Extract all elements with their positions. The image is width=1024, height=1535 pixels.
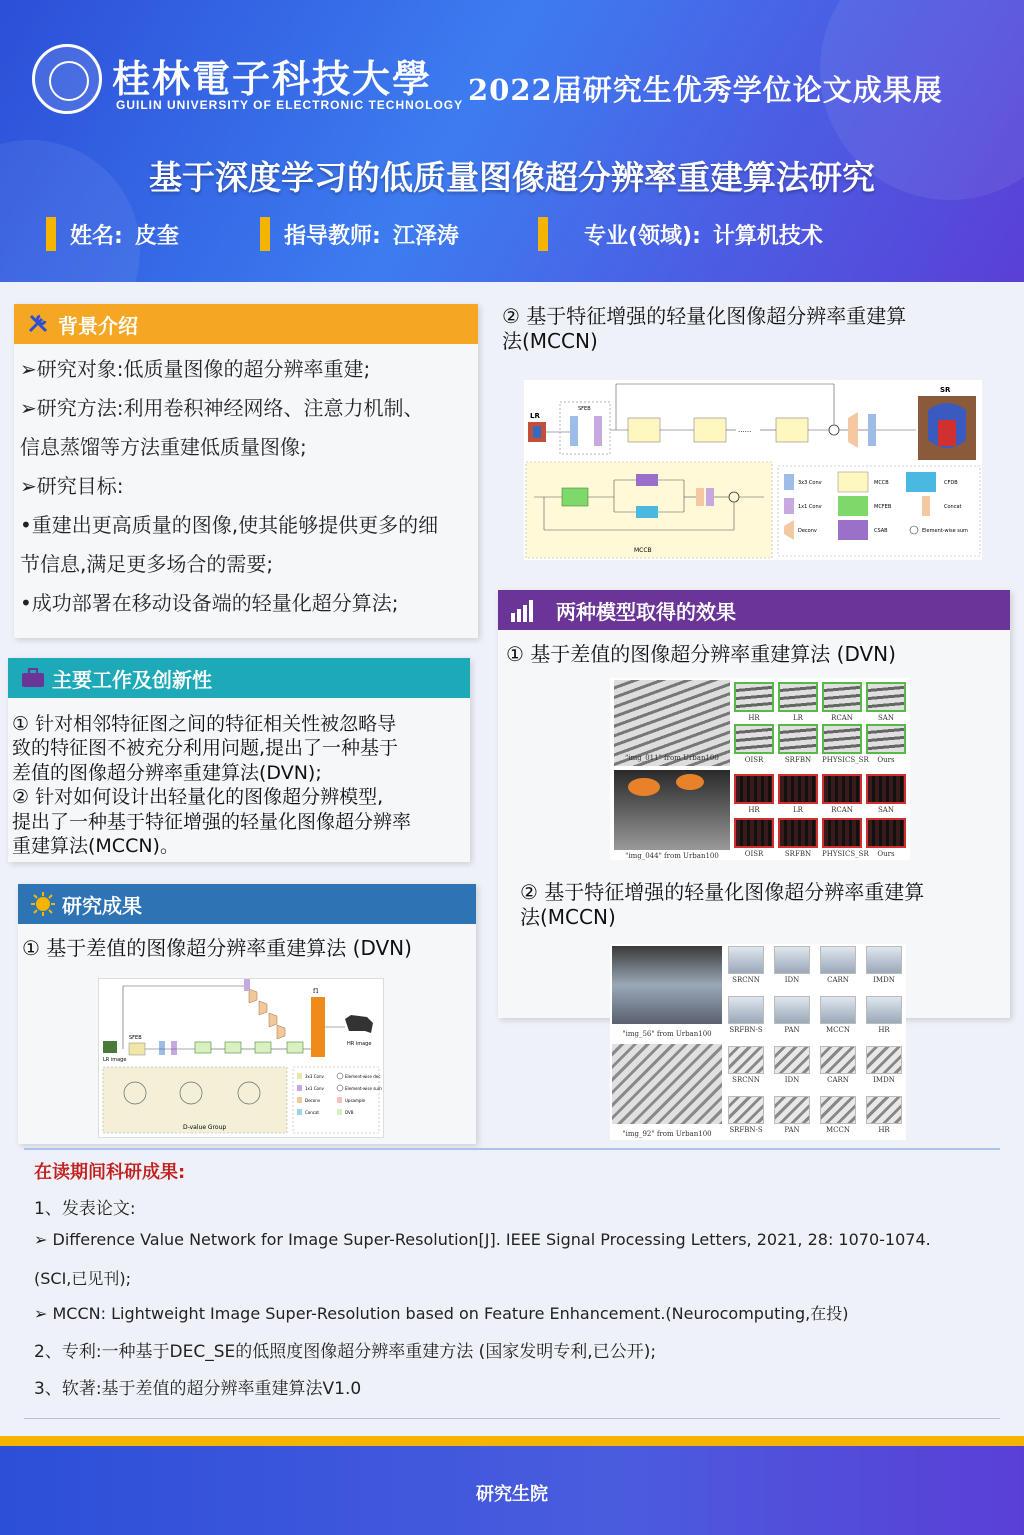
mccn-title-line2: 法(MCCN) bbox=[502, 329, 598, 353]
major-label: 专业(领域): bbox=[584, 223, 701, 249]
innovation-line: 提出了一种基于特征增强的轻量化图像超分辨率 bbox=[12, 811, 412, 833]
comparison-thumbnail bbox=[728, 1046, 764, 1074]
mccn-legend-cfdb: CFDB bbox=[944, 480, 958, 486]
thumbnail-label: IDN bbox=[784, 976, 800, 984]
comparison-thumbnail bbox=[866, 996, 902, 1024]
legend-dvb: DVB bbox=[345, 1110, 354, 1115]
thumbnail-label: SRFBN bbox=[784, 756, 812, 764]
thumbnail-label: Ours bbox=[877, 850, 895, 858]
outputs-line: ➢ MCCN: Lightweight Image Super-Resolution based on Feature Enhancement.(Neurocomputing,在投) bbox=[34, 1304, 849, 1323]
innovation-line: ① 针对相邻特征图之间的特征相关性被忽略导 bbox=[12, 713, 397, 735]
thumbnail-label: PHYSICS_SR bbox=[822, 850, 869, 858]
comparison-thumbnail bbox=[866, 682, 906, 712]
outputs-title: 在读期间科研成果: bbox=[34, 1162, 186, 1183]
innovation-line: 重建算法(MCCN)。 bbox=[12, 835, 179, 857]
thumbnail-label: SRFBN bbox=[784, 850, 812, 858]
comparison-thumbnail bbox=[820, 1046, 856, 1074]
dvn-title: ① 基于差值的图像超分辨率重建算法 (DVN) bbox=[22, 936, 412, 960]
comparison-thumbnail bbox=[866, 1046, 902, 1074]
results-heading-text: 研究成果 bbox=[62, 893, 142, 918]
outputs-line: 2、专利:一种基于DEC_SE的低照度图像超分辨率重建方法 (国家发明专利,已公开); bbox=[34, 1342, 657, 1362]
comparison-thumbnail bbox=[728, 1096, 764, 1124]
group-label: D-value Group bbox=[183, 1124, 227, 1131]
mccn-sample-image bbox=[612, 946, 722, 1024]
results-panel bbox=[18, 884, 476, 1144]
tools-icon bbox=[26, 311, 52, 337]
comparison-thumbnail bbox=[778, 724, 818, 754]
effects-mccn-title-line2: 法(MCCN) bbox=[520, 905, 616, 929]
outputs-line: 3、软著:基于差值的超分辨率重建算法V1.0 bbox=[34, 1379, 362, 1399]
comparison-thumbnail bbox=[820, 1096, 856, 1124]
effects-dvn-title: ① 基于差值的图像超分辨率重建算法 (DVN) bbox=[506, 642, 896, 666]
thumbnail-label: Ours bbox=[877, 756, 895, 764]
thumbnail-label: LR bbox=[793, 806, 803, 814]
comparison-thumbnail bbox=[774, 946, 810, 974]
name-value: 皮奎 bbox=[134, 223, 179, 249]
university-name-en: GUILIN UNIVERSITY OF ELECTRONIC TECHNOLOGY bbox=[116, 98, 464, 112]
mccb-label: MCCB bbox=[634, 547, 652, 554]
comparison-thumbnail bbox=[822, 774, 862, 804]
thumbnail-label: PHYSICS_SR bbox=[822, 756, 869, 764]
thumbnail-label: HR bbox=[878, 1126, 890, 1134]
comparison-thumbnail bbox=[774, 1046, 810, 1074]
sun-icon bbox=[30, 891, 56, 917]
dvn-sample-image bbox=[614, 770, 730, 850]
mccn-legend-deconv: Deconv bbox=[798, 528, 817, 534]
outputs-line: 1、发表论文: bbox=[34, 1199, 136, 1219]
mccn-legend-1x1: 1x1 Conv bbox=[798, 504, 822, 510]
thumbnail-label: SAN bbox=[878, 714, 894, 722]
thumbnail-label: CARN bbox=[827, 976, 849, 984]
info-bar bbox=[260, 217, 270, 251]
thumbnail-label: MCCN bbox=[825, 1126, 850, 1134]
mccn-sample-image bbox=[612, 1044, 722, 1124]
legend-3x3: 3x3 Conv bbox=[305, 1074, 324, 1079]
effects-mccn-title-line1: ② 基于特征增强的轻量化图像超分辨率重建算 bbox=[520, 880, 925, 904]
comparison-thumbnail bbox=[822, 682, 862, 712]
mccn-lr-label: LR bbox=[530, 412, 540, 420]
comparison-thumbnail bbox=[820, 996, 856, 1024]
advisor-value: 江泽涛 bbox=[392, 223, 459, 249]
innovation-heading bbox=[8, 658, 470, 698]
background-line: ➢研究目标: bbox=[20, 474, 124, 498]
mccn-legend-sum: Element-wise sum bbox=[922, 528, 968, 534]
comparison-thumbnail bbox=[778, 682, 818, 712]
mccn-caption: "img_92" from Urban100 bbox=[622, 1130, 712, 1138]
footer-text: 研究生院 bbox=[476, 1484, 548, 1505]
legend-upsample: Upsample bbox=[345, 1098, 366, 1103]
background-line: •重建出更高质量的图像,使其能够提供更多的细 bbox=[20, 513, 439, 537]
results-heading bbox=[18, 884, 476, 924]
poster-title: 基于深度学习的低质量图像超分辨率重建算法研究 bbox=[149, 158, 875, 197]
comparison-thumbnail bbox=[820, 946, 856, 974]
mccn-architecture-diagram bbox=[524, 380, 982, 560]
university-logo bbox=[32, 44, 102, 114]
thumbnail-label: CARN bbox=[827, 1076, 849, 1084]
comparison-thumbnail bbox=[822, 818, 862, 848]
thumbnail-label: HR bbox=[878, 1026, 890, 1034]
major-value: 计算机技术 bbox=[712, 223, 823, 249]
legend-sum: Element-wise sum bbox=[345, 1086, 382, 1091]
mccn-dots: ...... bbox=[738, 426, 752, 434]
outputs-line: ➢ Difference Value Network for Image Super-Resolution[J]. IEEE Signal Processing Letters, 2021, 28: 1070-1074. bbox=[34, 1230, 931, 1249]
legend-deconv: Deconv bbox=[305, 1098, 321, 1103]
f1-label: f1 bbox=[313, 988, 320, 995]
comparison-thumbnail bbox=[866, 946, 902, 974]
mccn-legend-mcfeb: MCFEB bbox=[874, 504, 892, 510]
comparison-thumbnail bbox=[734, 682, 774, 712]
thumbnail-label: PAN bbox=[784, 1026, 800, 1034]
major-info bbox=[538, 216, 823, 252]
thumbnail-label: LR bbox=[793, 714, 803, 722]
thumbnail-label: IDN bbox=[784, 1076, 800, 1084]
mccn-caption: "img_56" from Urban100 bbox=[622, 1030, 712, 1038]
comparison-thumbnail bbox=[774, 996, 810, 1024]
comparison-thumbnail bbox=[866, 724, 906, 754]
innovation-panel bbox=[8, 658, 470, 862]
dvn-diagram-svg bbox=[99, 979, 383, 1137]
innovation-heading-text: 主要工作及创新性 bbox=[52, 667, 212, 692]
lr-label: LR image bbox=[103, 1057, 127, 1063]
innovation-line: 致的特征图不被充分利用问题,提出了一种基于 bbox=[12, 737, 399, 759]
outputs-line: (SCI,已见刊); bbox=[34, 1269, 132, 1288]
university-name-cn: 桂林電子科技大學 bbox=[112, 56, 433, 101]
background-heading bbox=[14, 304, 478, 344]
thumbnail-label: SRFBN-S bbox=[729, 1026, 763, 1034]
thumbnail-label: MCCN bbox=[825, 1026, 850, 1034]
background-line: 信息蒸馏等方法重建低质量图像; bbox=[20, 435, 307, 459]
lamp-shape bbox=[676, 774, 704, 790]
background-line: ➢研究方法:利用卷积神经网络、注意力机制、 bbox=[20, 396, 424, 420]
comparison-thumbnail bbox=[728, 996, 764, 1024]
author-info bbox=[46, 216, 179, 252]
thumbnail-label: SRCNN bbox=[732, 976, 760, 984]
exhibition-title: 2022届研究生优秀学位论文成果展 bbox=[468, 73, 943, 107]
legend-concat: Concat bbox=[305, 1110, 319, 1115]
comparison-thumbnail bbox=[866, 1096, 902, 1124]
thumbnail-label: IMDN bbox=[873, 1076, 895, 1084]
dvn-architecture-diagram bbox=[98, 978, 384, 1138]
innovation-line: ② 针对如何设计出轻量化的图像超分辨模型, bbox=[12, 786, 384, 808]
section-divider bbox=[24, 1418, 1000, 1419]
background-line: ➢研究对象:低质量图像的超分辨率重建; bbox=[20, 357, 371, 381]
comparison-thumbnail bbox=[734, 724, 774, 754]
advisor-label: 指导教师: bbox=[284, 223, 381, 249]
briefcase-icon bbox=[20, 665, 46, 691]
comparison-thumbnail bbox=[734, 774, 774, 804]
info-bar bbox=[538, 217, 548, 251]
mccn-legend-3x3: 3x3 Conv bbox=[798, 480, 822, 486]
comparison-thumbnail bbox=[734, 818, 774, 848]
thumbnail-label: RCAN bbox=[831, 806, 853, 814]
sfeb-label: SFEB bbox=[129, 1035, 142, 1041]
comparison-thumbnail bbox=[778, 818, 818, 848]
comparison-thumbnail bbox=[774, 1096, 810, 1124]
comparison-thumbnail bbox=[866, 774, 906, 804]
footer-stripe bbox=[0, 1436, 1024, 1446]
comparison-thumbnail bbox=[728, 946, 764, 974]
poster-footer bbox=[0, 1436, 1024, 1535]
background-line: •成功部署在移动设备端的轻量化超分算法; bbox=[20, 591, 399, 615]
mccn-diagram-svg bbox=[524, 380, 982, 560]
hr-label: HR image bbox=[347, 1041, 372, 1047]
mccn-legend-concat: Concat bbox=[944, 504, 962, 510]
bar-chart-icon bbox=[510, 597, 536, 623]
section-divider bbox=[24, 1148, 1000, 1150]
comparison-thumbnail bbox=[822, 724, 862, 754]
mccn-sfeb-label: SFEB bbox=[578, 406, 591, 412]
thumbnail-label: PAN bbox=[784, 1126, 800, 1134]
mccn-sr-label: SR bbox=[940, 386, 951, 394]
mccn-comparison-figure bbox=[610, 944, 906, 1140]
lamp-shape bbox=[628, 778, 660, 796]
legend-1x1: 1x1 Conv bbox=[305, 1086, 324, 1091]
mccn-legend-csab: CSAB bbox=[874, 528, 888, 534]
comparison-thumbnail bbox=[866, 818, 906, 848]
mccn-architecture-panel bbox=[498, 298, 1010, 568]
thumbnail-label: OISR bbox=[744, 850, 764, 858]
dvn-caption: "img_011" from Urban100 bbox=[625, 754, 719, 762]
comparison-thumbnail bbox=[778, 774, 818, 804]
thumbnail-label: SRCNN bbox=[732, 1076, 760, 1084]
thumbnail-label: IMDN bbox=[873, 976, 895, 984]
mccn-legend-mccb: MCCB bbox=[874, 480, 889, 486]
legend-dec: Element-wise dec bbox=[345, 1074, 381, 1079]
thumbnail-label: RCAN bbox=[831, 714, 853, 722]
thumbnail-label: SAN bbox=[878, 806, 894, 814]
thumbnail-label: HR bbox=[748, 806, 760, 814]
poster-header bbox=[0, 0, 1024, 282]
innovation-line: 差值的图像超分辨率重建算法(DVN); bbox=[12, 762, 322, 784]
advisor-info bbox=[260, 216, 459, 252]
thumbnail-label: OISR bbox=[744, 756, 764, 764]
info-bar bbox=[46, 217, 56, 251]
thumbnail-label: HR bbox=[748, 714, 760, 722]
background-heading-text: 背景介绍 bbox=[58, 313, 138, 338]
mccn-title-line1: ② 基于特征增强的轻量化图像超分辨率重建算 bbox=[502, 304, 907, 328]
background-line: 节信息,满足更多场合的需要; bbox=[20, 552, 274, 576]
effects-heading bbox=[498, 590, 1010, 630]
name-label: 姓名: bbox=[70, 223, 123, 249]
background-panel bbox=[14, 304, 478, 638]
dvn-caption: "img_044" from Urban100 bbox=[625, 852, 719, 860]
thumbnail-label: SRFBN-S bbox=[729, 1126, 763, 1134]
effects-heading-text: 两种模型取得的效果 bbox=[556, 599, 736, 624]
